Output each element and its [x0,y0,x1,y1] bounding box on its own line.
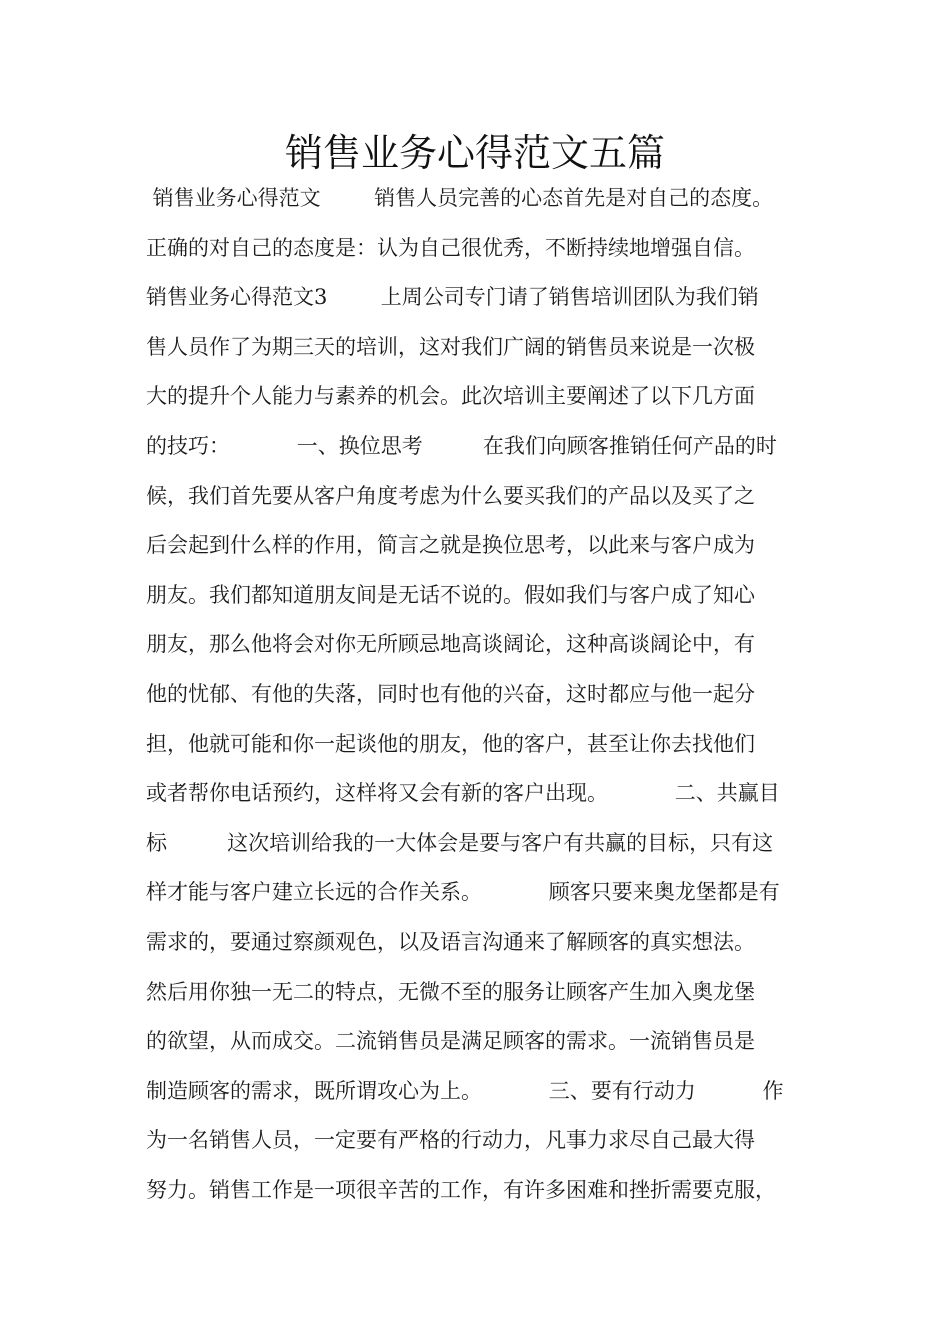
body-line: 朋友，那么他将会对你无所顾忌地高谈阔论，这种高谈阔论中，有 [146,632,755,657]
body-line: 正确的对自己的态度是：认为自己很优秀，不断持续地增强自信。 [146,235,755,260]
body-line: 制造顾客的需求，既所谓攻心为上。 三、要有行动力 作 [146,1078,784,1103]
body-line: 售人员作了为期三天的培训，这对我们广阔的销售员来说是一次极 [146,334,755,359]
document-title: 销售业务心得范文五篇 [284,131,665,175]
body-line: 努力。销售工作是一项很辛苦的工作，有许多困难和挫折需要克服， [146,1178,776,1202]
body-line: 标 这次培训给我的一大体会是要与客户有共赢的目标，只有这 [146,830,774,855]
body-line: 需求的，要通过察颜观色，以及语言沟通来了解顾客的真实想法。 [146,930,755,954]
body-line: 担，他就可能和你一起谈他的朋友，他的客户，甚至让你去找他们 [146,731,755,756]
body-line: 大的提升个人能力与素养的机会。此次培训主要阐述了以下几方面 [146,384,755,409]
body-line: 样才能与客户建立长远的合作关系。 顾客只要来奥龙堡都是有 [146,880,780,905]
body-line: 销售业务心得范文 销售人员完善的心态首先是对自己的态度。 [146,186,774,210]
body-line: 或者帮你电话预约，这样将又会有新的客户出现。 二、共赢目 [146,781,780,806]
body-line: 然后用你独一无二的特点，无微不至的服务让顾客产生加入奥龙堡 [146,979,755,1004]
body-line: 朋友。我们都知道朋友间是无话不说的。假如我们与客户成了知心 [146,582,755,607]
body-line: 销售业务心得范文3 上周公司专门请了销售培训团队为我们销 [146,285,759,310]
body-line: 的欲望，从而成交。二流销售员是满足顾客的需求。一流销售员是 [146,1029,755,1054]
body-line: 的技巧： 一、换位思考 在我们向顾客推销任何产品的时 [146,434,777,458]
body-line: 后会起到什么样的作用，简言之就是换位思考，以此来与客户成为 [146,533,755,558]
body-line: 为一名销售人员，一定要有严格的行动力，凡事力求尽自己最大得 [146,1128,755,1153]
body-line: 他的忧郁、有他的失落，同时也有他的兴奋，这时都应与他一起分 [146,682,755,706]
body-line: 候，我们首先要从客户角度考虑为什么要买我们的产品以及买了之 [146,483,755,508]
